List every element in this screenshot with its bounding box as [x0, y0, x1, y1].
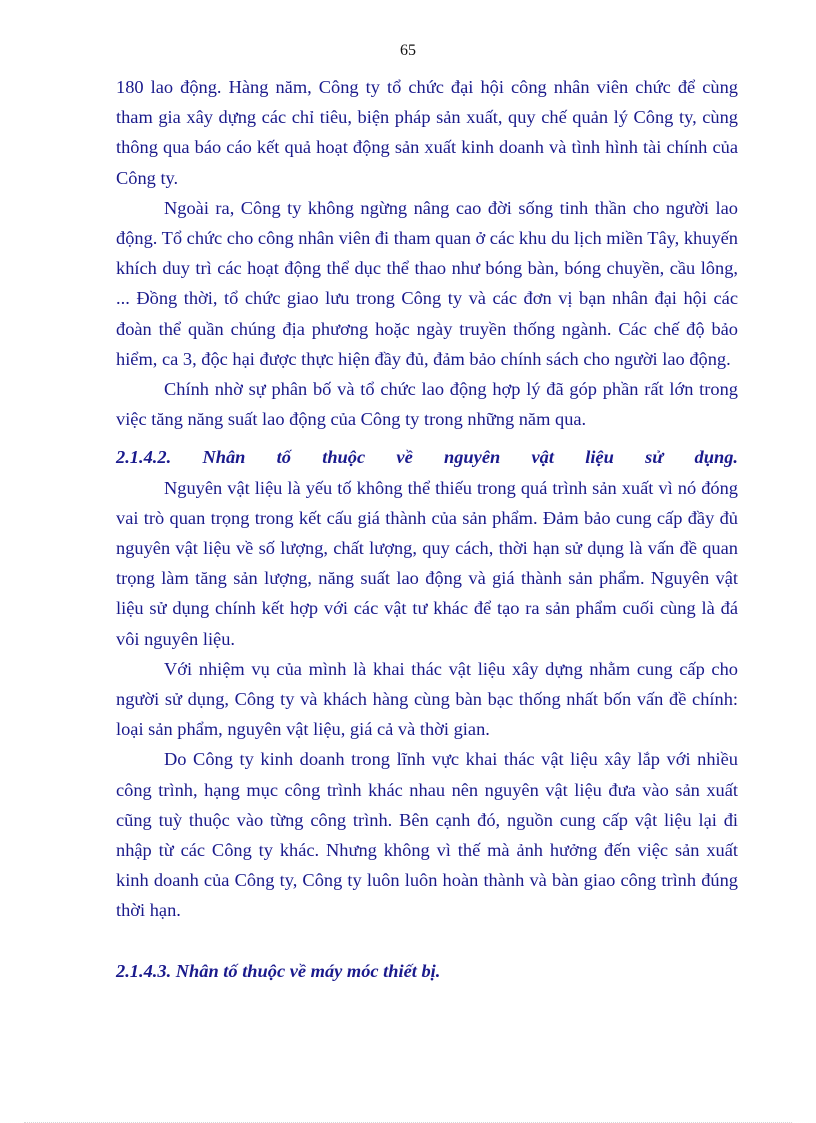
section-heading-materials: 2.1.4.2. Nhân tố thuộc về nguyên vật liệu sử dụng. — [116, 447, 738, 468]
paragraph-spiritual-life: Ngoài ra, Công ty không ngừng nâng cao đời sống tinh thần cho người lao động. Tổ chức cho công nhân viên đi tham quan ở các khu du lịch miền Tây, khuyến khích duy trì các hoạt động thể dục thể thao như bóng bàn, bóng chuyền, cầu lông, ... Đồng thời, tổ chức giao lưu trong Công ty và các đơn vị bạn nhân đại hội các đoàn thể quần chúng địa phương hoặc ngày truyền thống ngành. Các chế độ bảo hiểm, ca 3, độc hại được thực hiện đầy đủ, đảm bảo chính sách cho người lao động. — [116, 197, 739, 369]
section-heading-machinery: 2.1.4.3. Nhân tố thuộc về máy móc thiết bị. — [116, 960, 441, 981]
paragraph-customer-agreement: Với nhiệm vụ của mình là khai thác vật liệu xây dựng nhằm cung cấp cho người sử dụng, Công ty và khách hàng cùng bàn bạc thống nhất bốn vấn đề chính: loại sản phẩm, nguyên vật liệu, giá cả và thời gian. — [116, 658, 738, 740]
paragraph-material-sources: Do Công ty kinh doanh trong lĩnh vực khai thác vật liệu xây lắp với nhiều công trình, hạng mục công trình khác nhau nên nguyên vật liệu đưa vào sản xuất cũng tuỳ thuộc vào từng công trình. Bên cạnh đó, nguồn cung cấp vật liệu lại đi nhập từ các Công ty khác. Nhưng không vì thế mà ảnh hưởng đến việc sản xuất kinh doanh của Công ty, Công ty luôn luôn hoàn thành và bàn giao công trình đúng thời hạn. — [116, 749, 738, 921]
paragraph-materials-role: Nguyên vật liệu là yếu tố không thể thiếu trong quá trình sản xuất vì nó đóng vai trò quan trọng trong kết cấu giá thành của sản phẩm. Đảm bảo cung cấp đầy đủ nguyên vật liệu về số lượng, chất lượng, quy cách, thời hạn sử dụng là vấn đề quan trọng làm tăng sản lượng, năng suất lao động và giá thành sản phẩm. Nguyên vật liệu sử dụng chính kết hợp với các vật tư khác để tạo ra sản phẩm cuối cùng là đá vôi nguyên liệu. — [116, 477, 738, 649]
page-number: 65 — [400, 42, 416, 59]
document-body — [116, 72, 738, 986]
paragraph-continued: 180 lao động. Hàng năm, Công ty tổ chức đại hội công nhân viên chức để cùng tham gia xây dựng các chỉ tiêu, biện pháp sản xuất, quy chế quản lý Công ty, cùng thông qua báo cáo kết quả hoạt động sản xuất kinh doanh và tình hình tài chính của Công ty. — [116, 77, 738, 188]
paragraph-labor-productivity: Chính nhờ sự phân bố và tổ chức lao động hợp lý đã góp phần rất lớn trong việc tăng năng suất lao động của Công ty trong những năm qua. — [116, 379, 738, 430]
